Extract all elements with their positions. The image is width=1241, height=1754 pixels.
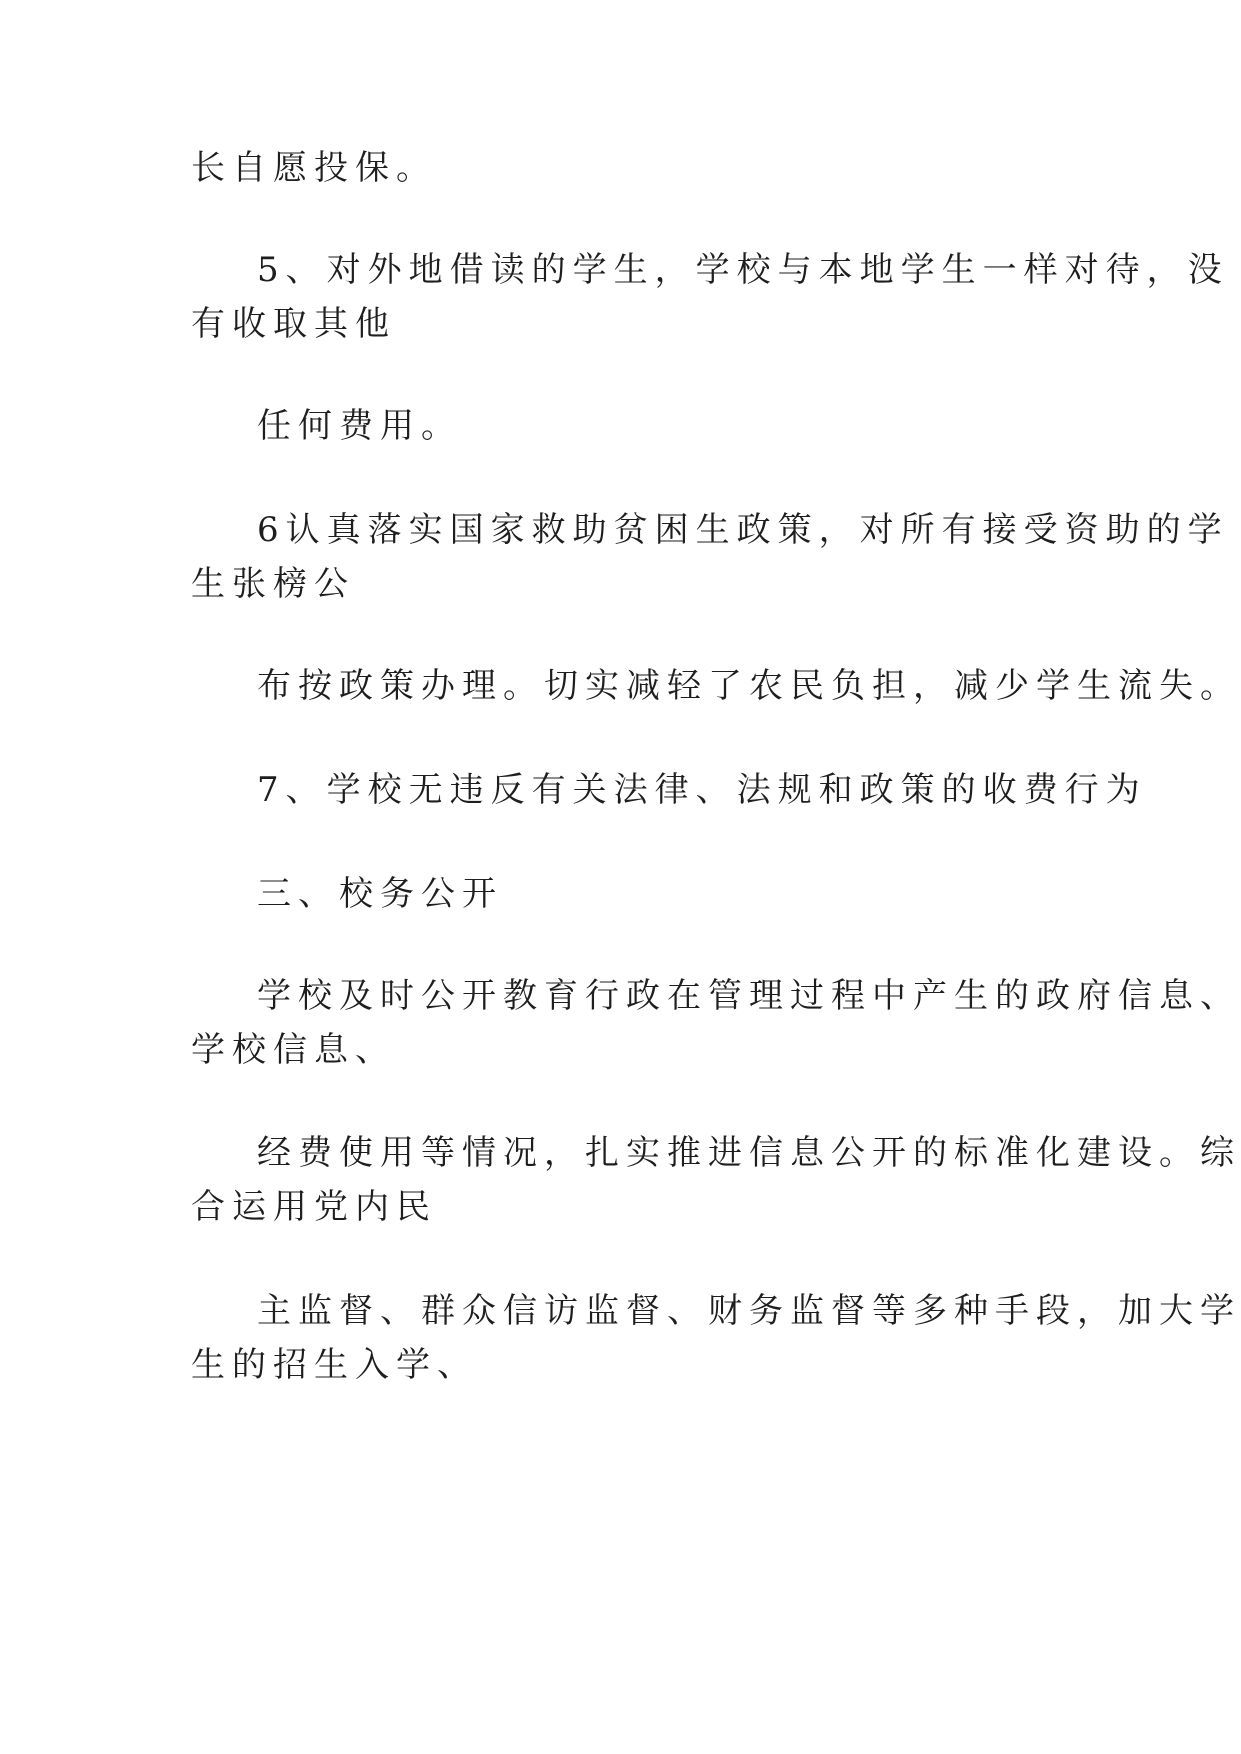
paragraph-line: 6认真落实国家救助贫困生政策，对所有接受资助的学 bbox=[257, 510, 1229, 550]
paragraph-line: 合运用党内民 bbox=[191, 1187, 437, 1227]
paragraph-line: 7、学校无违反有关法律、法规和政策的收费行为 bbox=[257, 770, 1147, 810]
paragraph-line: 长自愿投保。 bbox=[191, 148, 437, 188]
paragraph-line: 经费使用等情况，扎实推进信息公开的标准化建设。综 bbox=[257, 1133, 1241, 1173]
paragraph-line: 主监督、群众信访监督、财务监督等多种手段，加大学 bbox=[257, 1291, 1241, 1331]
paragraph-line: 布按政策办理。切实减轻了农民负担，减少学生流失。 bbox=[257, 666, 1241, 706]
paragraph-line: 有收取其他 bbox=[191, 304, 396, 344]
paragraph-line: 生张榜公 bbox=[191, 564, 355, 604]
paragraph-line: 任何费用。 bbox=[257, 406, 462, 446]
paragraph-line: 5、对外地借读的学生，学校与本地学生一样对待，没 bbox=[257, 250, 1229, 290]
section-heading: 三、校务公开 bbox=[257, 874, 503, 914]
paragraph-line: 学校及时公开教育行政在管理过程中产生的政府信息、 bbox=[257, 976, 1241, 1016]
paragraph-line: 学校信息、 bbox=[191, 1030, 396, 1070]
paragraph-line: 生的招生入学、 bbox=[191, 1345, 478, 1385]
